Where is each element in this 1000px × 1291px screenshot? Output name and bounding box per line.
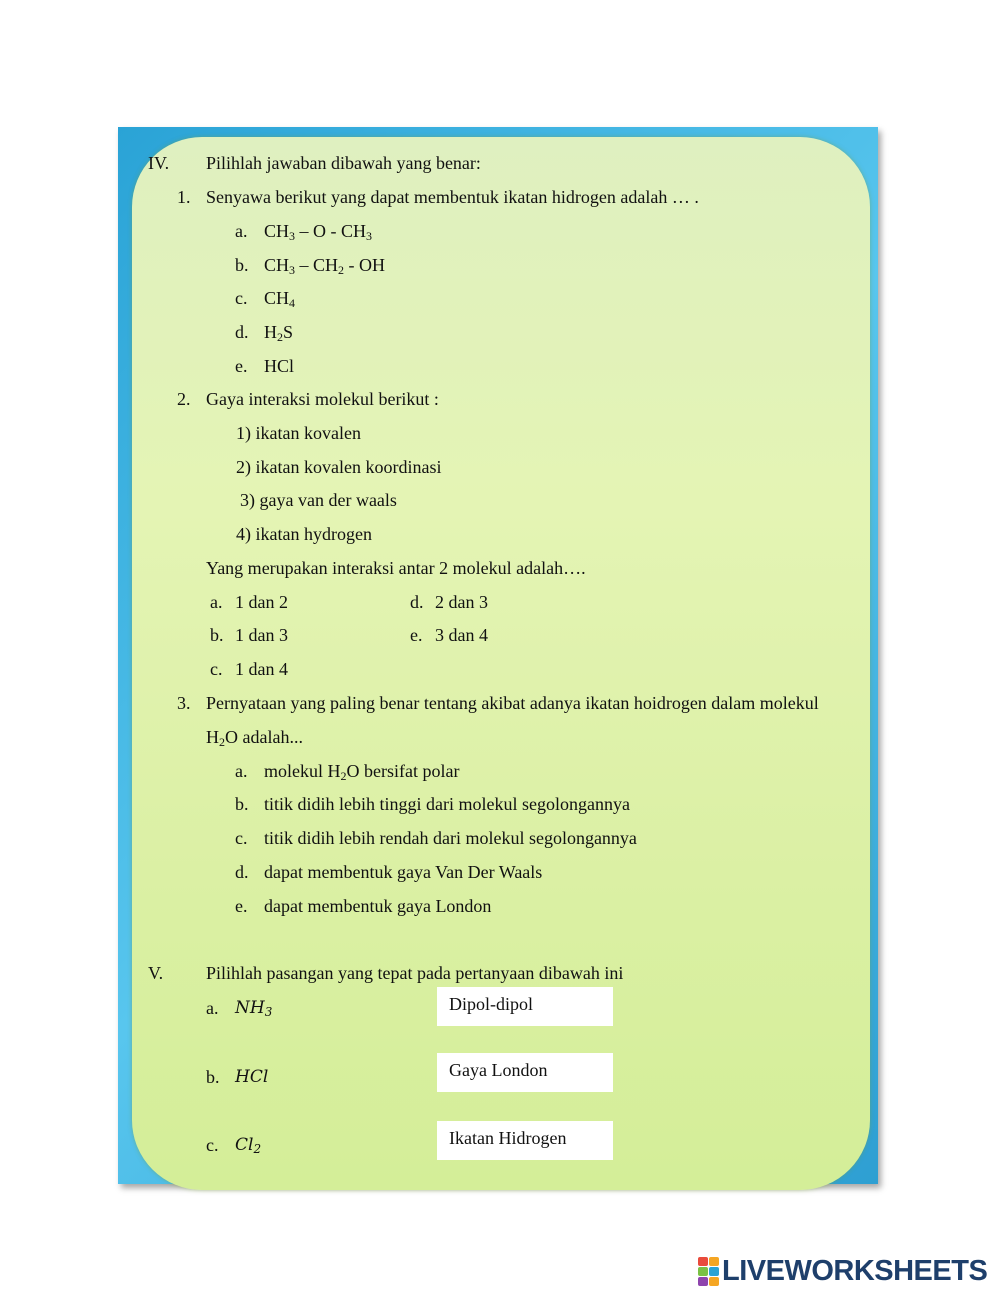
q2-number: 2. (177, 389, 191, 409)
q3-option-c-label: c. (235, 828, 248, 848)
q1-option-d-label: d. (235, 322, 249, 342)
q2-item-4: 4) ikatan hydrogen (236, 524, 372, 544)
q2-item-2: 2) ikatan kovalen koordinasi (236, 457, 442, 477)
q2-option-c-label: c. (210, 659, 223, 679)
q1-option-b[interactable]: $CH_3 - CH_2$ - OH (264, 255, 386, 277)
q3-option-e-label: e. (235, 896, 248, 916)
q2-option-a-label: a. (210, 592, 223, 612)
q3-text-line2: $H_2O$ adalah... (206, 727, 303, 749)
q2-item-3: 3) gaya van der waals (240, 490, 397, 510)
q3-number: 3. (177, 693, 191, 713)
logo-text: LIVEWORKSHEETS (722, 1255, 988, 1287)
match-b-label: b. (206, 1067, 220, 1087)
q3-option-e[interactable]: dapat membentuk gaya London (264, 896, 492, 916)
liveworksheets-logo (698, 1255, 987, 1288)
q2-option-b[interactable]: 1 dan 3 (235, 625, 288, 645)
q2-option-c[interactable]: 1 dan 4 (235, 659, 288, 679)
q3-option-c[interactable]: titik didih lebih rendah dari molekul segolongannya (264, 828, 637, 848)
match-a-label: a. (206, 998, 219, 1018)
q1-text: Senyawa berikut yang dapat membentuk ikatan hidrogen adalah … . (206, 187, 699, 207)
match-c-label: c. (206, 1135, 219, 1155)
q1-option-e-label: e. (235, 356, 248, 376)
section-iv-numeral: IV. (148, 153, 170, 173)
q1-option-a[interactable]: $CH_3$ – O - $CH_3$ (264, 221, 373, 243)
q2-option-d[interactable]: 2 dan 3 (435, 592, 488, 612)
q2-option-b-label: b. (210, 625, 224, 645)
q1-option-c-label: c. (235, 288, 248, 308)
q2-question: Yang merupakan interaksi antar 2 molekul adalah…. (206, 558, 586, 578)
match-c-formula: $Cl_2$ (235, 1135, 262, 1156)
q3-option-d-label: d. (235, 862, 249, 882)
match-box-dipol-dipol[interactable] (437, 987, 613, 1026)
match-box-text: Gaya London (449, 1060, 548, 1080)
match-box-text: Ikatan Hidrogen (449, 1128, 567, 1148)
q1-option-d[interactable]: $H_2S$ (264, 322, 294, 344)
q2-option-e-label: e. (410, 625, 423, 645)
q3-option-b[interactable]: titik didih lebih tinggi dari molekul segolongannya (264, 794, 630, 814)
q1-number: 1. (177, 187, 191, 207)
q2-text: Gaya interaksi molekul berikut : (206, 389, 439, 409)
q1-option-b-label: b. (235, 255, 249, 275)
q3-option-a-label: a. (235, 761, 248, 781)
match-b-formula: HCl (235, 1067, 269, 1087)
q3-option-d[interactable]: dapat membentuk gaya Van Der Waals (264, 862, 543, 882)
q2-option-d-label: d. (410, 592, 424, 612)
match-box-ikatan-hidrogen[interactable] (437, 1121, 613, 1160)
match-box-text: Dipol-dipol (449, 994, 533, 1014)
q2-option-e[interactable]: 3 dan 4 (435, 625, 488, 645)
q1-option-a-label: a. (235, 221, 248, 241)
match-box-gaya-london[interactable] (437, 1053, 613, 1092)
q3-option-a[interactable]: molekul $H_2O$ bersifat polar (264, 761, 460, 783)
q2-item-1: 1) ikatan kovalen (236, 423, 361, 443)
section-v-instruction: Pilihlah pasangan yang tepat pada pertanyaan dibawah ini (206, 963, 624, 983)
match-a-formula: $NH_3$ (235, 998, 273, 1019)
logo-blocks-icon (698, 1257, 719, 1286)
q1-option-e[interactable]: HCl (264, 356, 295, 376)
q3-option-b-label: b. (235, 794, 249, 814)
q1-option-c[interactable]: $CH_4$ (264, 288, 296, 310)
q3-text: Pernyataan yang paling benar tentang akibat adanya ikatan hoidrogen dalam molekul (206, 693, 819, 713)
q2-option-a[interactable]: 1 dan 2 (235, 592, 288, 612)
section-v-numeral: V. (148, 963, 164, 983)
section-iv-instruction: Pilihlah jawaban dibawah yang benar: (206, 153, 481, 173)
